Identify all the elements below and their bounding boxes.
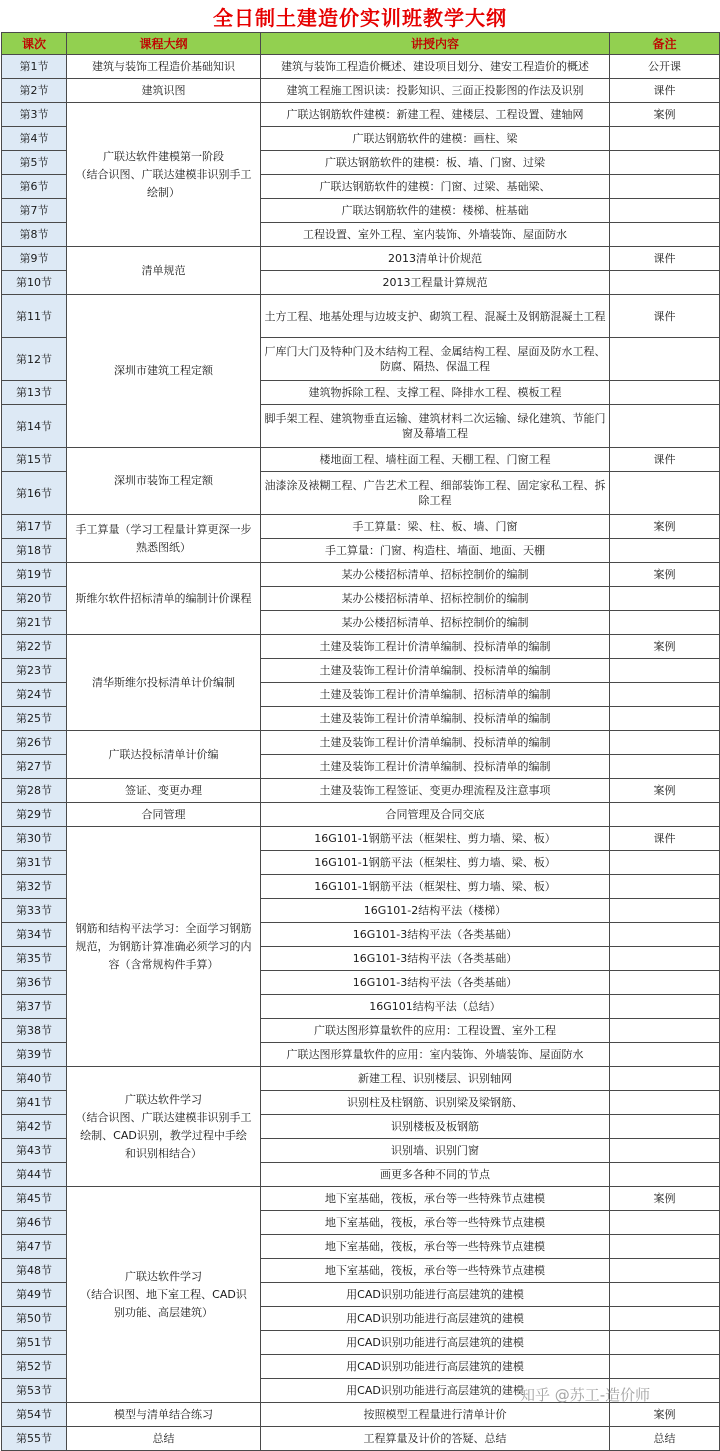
note-cell <box>610 731 720 755</box>
lesson-cell: 第22节 <box>2 635 67 659</box>
content-cell: 土建及装饰工程计价清单编制、投标清单的编制 <box>261 755 610 779</box>
note-cell: 案例 <box>610 1187 720 1211</box>
header-note: 备注 <box>610 33 720 55</box>
outline-cell: 广联达投标清单计价编 <box>67 731 261 779</box>
content-cell: 合同管理及合同交底 <box>261 803 610 827</box>
lesson-cell: 第29节 <box>2 803 67 827</box>
note-cell <box>610 338 720 381</box>
content-cell: 用CAD识别功能进行高层建筑的建模 <box>261 1331 610 1355</box>
lesson-cell: 第37节 <box>2 995 67 1019</box>
lesson-cell: 第50节 <box>2 1307 67 1331</box>
outline-cell: 深圳市建筑工程定额 <box>67 295 261 448</box>
content-cell: 土建及装饰工程计价清单编制、投标清单的编制 <box>261 659 610 683</box>
content-cell: 识别楼板及板钢筋 <box>261 1115 610 1139</box>
content-cell: 用CAD识别功能进行高层建筑的建模 <box>261 1379 610 1403</box>
lesson-cell: 第54节 <box>2 1403 67 1427</box>
note-cell: 总结 <box>610 1427 720 1451</box>
lesson-cell: 第10节 <box>2 271 67 295</box>
content-cell: 土建及装饰工程计价清单编制、招标清单的编制 <box>261 683 610 707</box>
lesson-cell: 第7节 <box>2 199 67 223</box>
content-cell: 地下室基础，筏板，承台等一些特殊节点建模 <box>261 1235 610 1259</box>
content-cell: 地下室基础，筏板，承台等一些特殊节点建模 <box>261 1259 610 1283</box>
lesson-cell: 第12节 <box>2 338 67 381</box>
content-cell: 广联达图形算量软件的应用：室内装饰、外墙装饰、屋面防水 <box>261 1043 610 1067</box>
lesson-cell: 第40节 <box>2 1067 67 1091</box>
content-cell: 土建及装饰工程计价清单编制、投标清单的编制 <box>261 707 610 731</box>
content-cell: 按照模型工程量进行清单计价 <box>261 1403 610 1427</box>
note-cell: 课件 <box>610 295 720 338</box>
lesson-cell: 第2节 <box>2 79 67 103</box>
lesson-cell: 第13节 <box>2 381 67 405</box>
outline-cell: 清华斯维尔投标清单计价编制 <box>67 635 261 731</box>
note-cell <box>610 1139 720 1163</box>
note-cell <box>610 851 720 875</box>
note-cell <box>610 803 720 827</box>
lesson-cell: 第43节 <box>2 1139 67 1163</box>
content-cell: 工程算量及计价的答疑、总结 <box>261 1427 610 1451</box>
content-cell: 土建及装饰工程计价清单编制、投标清单的编制 <box>261 731 610 755</box>
lesson-cell: 第36节 <box>2 971 67 995</box>
note-cell <box>610 1091 720 1115</box>
note-cell: 案例 <box>610 635 720 659</box>
outline-cell: 建筑与装饰工程造价基础知识 <box>67 55 261 79</box>
lesson-cell: 第19节 <box>2 563 67 587</box>
content-cell: 某办公楼招标清单、招标控制价的编制 <box>261 587 610 611</box>
table-row <box>2 1427 720 1451</box>
content-cell: 16G101-1钢筋平法（框架柱、剪力墙、梁、板） <box>261 851 610 875</box>
note-cell <box>610 611 720 635</box>
syllabus-body <box>2 55 720 1451</box>
lesson-cell: 第9节 <box>2 247 67 271</box>
outline-cell: 签证、变更办理 <box>67 779 261 803</box>
content-cell: 土建及装饰工程计价清单编制、投标清单的编制 <box>261 635 610 659</box>
content-cell: 油漆涂及裱糊工程、广告艺术工程、细部装饰工程、固定家私工程、拆除工程 <box>261 472 610 515</box>
note-cell <box>610 127 720 151</box>
note-cell <box>610 1019 720 1043</box>
note-cell <box>610 899 720 923</box>
table-row <box>2 779 720 803</box>
watermark: 知乎 @苏工-造价师 <box>520 1386 651 1404</box>
lesson-cell: 第11节 <box>2 295 67 338</box>
note-cell: 课件 <box>610 448 720 472</box>
lesson-cell: 第24节 <box>2 683 67 707</box>
outline-cell: 广联达软件学习 （结合识图、广联达建模非识别手工绘制、CAD识别，教学过程中手绘和识别相结合） <box>67 1067 261 1187</box>
note-cell <box>610 587 720 611</box>
lesson-cell: 第32节 <box>2 875 67 899</box>
content-cell: 地下室基础，筏板，承台等一些特殊节点建模 <box>261 1211 610 1235</box>
lesson-cell: 第39节 <box>2 1043 67 1067</box>
lesson-cell: 第46节 <box>2 1211 67 1235</box>
lesson-cell: 第49节 <box>2 1283 67 1307</box>
header-outline: 课程大纲 <box>67 33 261 55</box>
lesson-cell: 第35节 <box>2 947 67 971</box>
content-cell: 广联达钢筋软件的建模：板、墙、门窗、过梁 <box>261 151 610 175</box>
page-title: 全日制土建造价实训班教学大纲 <box>213 5 507 30</box>
table-row <box>2 103 720 127</box>
lesson-cell: 第55节 <box>2 1427 67 1451</box>
lesson-cell: 第38节 <box>2 1019 67 1043</box>
outline-cell: 手工算量（学习工程量计算更深一步熟悉图纸） <box>67 515 261 563</box>
table-row <box>2 79 720 103</box>
lesson-cell: 第23节 <box>2 659 67 683</box>
lesson-cell: 第4节 <box>2 127 67 151</box>
content-cell: 手工算量：梁、柱、板、墙、门窗 <box>261 515 610 539</box>
lesson-cell: 第18节 <box>2 539 67 563</box>
content-cell: 某办公楼招标清单、招标控制价的编制 <box>261 611 610 635</box>
note-cell <box>610 1043 720 1067</box>
lesson-cell: 第34节 <box>2 923 67 947</box>
note-cell <box>610 199 720 223</box>
table-row <box>2 635 720 659</box>
header-content: 讲授内容 <box>261 33 610 55</box>
content-cell: 广联达钢筋软件建模：新建工程、建楼层、工程设置、建轴网 <box>261 103 610 127</box>
outline-cell: 钢筋和结构平法学习：全面学习钢筋规范，为钢筋计算准确必须学习的内容（含常规构件手算） <box>67 827 261 1067</box>
content-cell: 广联达钢筋软件的建模：门窗、过梁、基础梁、 <box>261 175 610 199</box>
note-cell <box>610 1307 720 1331</box>
table-row <box>2 803 720 827</box>
outline-cell: 斯维尔软件招标清单的编制计价课程 <box>67 563 261 635</box>
lesson-cell: 第51节 <box>2 1331 67 1355</box>
note-cell <box>610 539 720 563</box>
table-row <box>2 295 720 338</box>
note-cell: 案例 <box>610 103 720 127</box>
lesson-cell: 第41节 <box>2 1091 67 1115</box>
lesson-cell: 第27节 <box>2 755 67 779</box>
lesson-cell: 第14节 <box>2 405 67 448</box>
lesson-cell: 第5节 <box>2 151 67 175</box>
lesson-cell: 第8节 <box>2 223 67 247</box>
note-cell <box>610 223 720 247</box>
outline-cell: 建筑识图 <box>67 79 261 103</box>
note-cell <box>610 175 720 199</box>
content-cell: 16G101-3结构平法（各类基础） <box>261 971 610 995</box>
lesson-cell: 第31节 <box>2 851 67 875</box>
note-cell <box>610 271 720 295</box>
content-cell: 建筑与装饰工程造价概述、建设项目划分、建安工程造价的概述 <box>261 55 610 79</box>
lesson-cell: 第15节 <box>2 448 67 472</box>
table-row <box>2 563 720 587</box>
note-cell <box>610 1355 720 1379</box>
content-cell: 用CAD识别功能进行高层建筑的建模 <box>261 1307 610 1331</box>
content-cell: 识别柱及柱钢筋、识别梁及梁钢筋、 <box>261 1091 610 1115</box>
note-cell <box>610 1331 720 1355</box>
table-row <box>2 247 720 271</box>
note-cell: 课件 <box>610 247 720 271</box>
content-cell: 广联达钢筋软件的建模：画柱、梁 <box>261 127 610 151</box>
lesson-cell: 第1节 <box>2 55 67 79</box>
content-cell: 识别墙、识别门窗 <box>261 1139 610 1163</box>
syllabus-table <box>1 32 720 1451</box>
table-row <box>2 827 720 851</box>
table-row <box>2 55 720 79</box>
content-cell: 2013清单计价规范 <box>261 247 610 271</box>
outline-cell: 清单规范 <box>67 247 261 295</box>
lesson-cell: 第17节 <box>2 515 67 539</box>
header-row <box>2 33 720 55</box>
note-cell <box>610 1235 720 1259</box>
note-cell <box>610 875 720 899</box>
content-cell: 画更多各种不同的节点 <box>261 1163 610 1187</box>
note-cell: 课件 <box>610 827 720 851</box>
content-cell: 某办公楼招标清单、招标控制价的编制 <box>261 563 610 587</box>
content-cell: 16G101-3结构平法（各类基础） <box>261 947 610 971</box>
note-cell <box>610 472 720 515</box>
content-cell: 新建工程、识别楼层、识别轴网 <box>261 1067 610 1091</box>
content-cell: 建筑物拆除工程、支撑工程、降排水工程、模板工程 <box>261 381 610 405</box>
outline-cell: 合同管理 <box>67 803 261 827</box>
content-cell: 16G101-1钢筋平法（框架柱、剪力墙、梁、板） <box>261 875 610 899</box>
content-cell: 工程设置、室外工程、室内装饰、外墙装饰、屋面防水 <box>261 223 610 247</box>
lesson-cell: 第20节 <box>2 587 67 611</box>
lesson-cell: 第28节 <box>2 779 67 803</box>
note-cell <box>610 659 720 683</box>
content-cell: 16G101结构平法（总结） <box>261 995 610 1019</box>
content-cell: 土建及装饰工程签证、变更办理流程及注意事项 <box>261 779 610 803</box>
outline-cell: 深圳市装饰工程定额 <box>67 448 261 515</box>
outline-cell: 总结 <box>67 1427 261 1451</box>
note-cell <box>610 405 720 448</box>
content-cell: 楼地面工程、墙柱面工程、天棚工程、门窗工程 <box>261 448 610 472</box>
lesson-cell: 第44节 <box>2 1163 67 1187</box>
note-cell <box>610 923 720 947</box>
content-cell: 建筑工程施工图识读：投影知识、三面正投影图的作法及识别 <box>261 79 610 103</box>
note-cell: 案例 <box>610 779 720 803</box>
note-cell <box>610 1067 720 1091</box>
lesson-cell: 第30节 <box>2 827 67 851</box>
content-cell: 16G101-1钢筋平法（框架柱、剪力墙、梁、板） <box>261 827 610 851</box>
note-cell <box>610 151 720 175</box>
note-cell <box>610 1259 720 1283</box>
lesson-cell: 第53节 <box>2 1379 67 1403</box>
lesson-cell: 第42节 <box>2 1115 67 1139</box>
note-cell <box>610 381 720 405</box>
content-cell: 厂库门大门及特种门及木结构工程、金属结构工程、屋面及防水工程、防腐、隔热、保温工程 <box>261 338 610 381</box>
table-row <box>2 1403 720 1427</box>
lesson-cell: 第48节 <box>2 1259 67 1283</box>
content-cell: 用CAD识别功能进行高层建筑的建模 <box>261 1355 610 1379</box>
outline-cell: 广联达软件学习 （结合识图、地下室工程、CAD识别功能、高层建筑） <box>67 1187 261 1403</box>
content-cell: 16G101-3结构平法（各类基础） <box>261 923 610 947</box>
lesson-cell: 第47节 <box>2 1235 67 1259</box>
table-row <box>2 448 720 472</box>
note-cell: 案例 <box>610 515 720 539</box>
note-cell: 公开课 <box>610 55 720 79</box>
content-cell: 地下室基础，筏板，承台等一些特殊节点建模 <box>261 1187 610 1211</box>
content-cell: 用CAD识别功能进行高层建筑的建模 <box>261 1283 610 1307</box>
lesson-cell: 第33节 <box>2 899 67 923</box>
content-cell: 手工算量：门窗、构造柱、墙面、地面、天棚 <box>261 539 610 563</box>
note-cell <box>610 755 720 779</box>
lesson-cell: 第52节 <box>2 1355 67 1379</box>
lesson-cell: 第21节 <box>2 611 67 635</box>
note-cell: 课件 <box>610 79 720 103</box>
table-row <box>2 1067 720 1091</box>
table-row <box>2 731 720 755</box>
note-cell: 案例 <box>610 563 720 587</box>
note-cell <box>610 971 720 995</box>
header-lesson: 课次 <box>2 33 67 55</box>
lesson-cell: 第3节 <box>2 103 67 127</box>
content-cell: 广联达钢筋软件的建模：楼梯、桩基础 <box>261 199 610 223</box>
lesson-cell: 第26节 <box>2 731 67 755</box>
note-cell <box>610 947 720 971</box>
content-cell: 16G101-2结构平法（楼梯） <box>261 899 610 923</box>
note-cell <box>610 1115 720 1139</box>
outline-cell: 广联达软件建模第一阶段 （结合识图、广联达建模非识别手工绘制） <box>67 103 261 247</box>
table-row <box>2 1187 720 1211</box>
note-cell: 案例 <box>610 1403 720 1427</box>
content-cell: 2013工程量计算规范 <box>261 271 610 295</box>
note-cell <box>610 1163 720 1187</box>
lesson-cell: 第6节 <box>2 175 67 199</box>
lesson-cell: 第25节 <box>2 707 67 731</box>
note-cell <box>610 1211 720 1235</box>
table-row <box>2 515 720 539</box>
note-cell <box>610 707 720 731</box>
note-cell <box>610 683 720 707</box>
note-cell <box>610 1283 720 1307</box>
lesson-cell: 第45节 <box>2 1187 67 1211</box>
content-cell: 广联达图形算量软件的应用：工程设置、室外工程 <box>261 1019 610 1043</box>
content-cell: 土方工程、地基处理与边坡支护、砌筑工程、混凝土及钢筋混凝土工程 <box>261 295 610 338</box>
note-cell <box>610 995 720 1019</box>
content-cell: 脚手架工程、建筑物垂直运输、建筑材料二次运输、绿化建筑、节能门窗及幕墙工程 <box>261 405 610 448</box>
lesson-cell: 第16节 <box>2 472 67 515</box>
outline-cell: 模型与清单结合练习 <box>67 1403 261 1427</box>
